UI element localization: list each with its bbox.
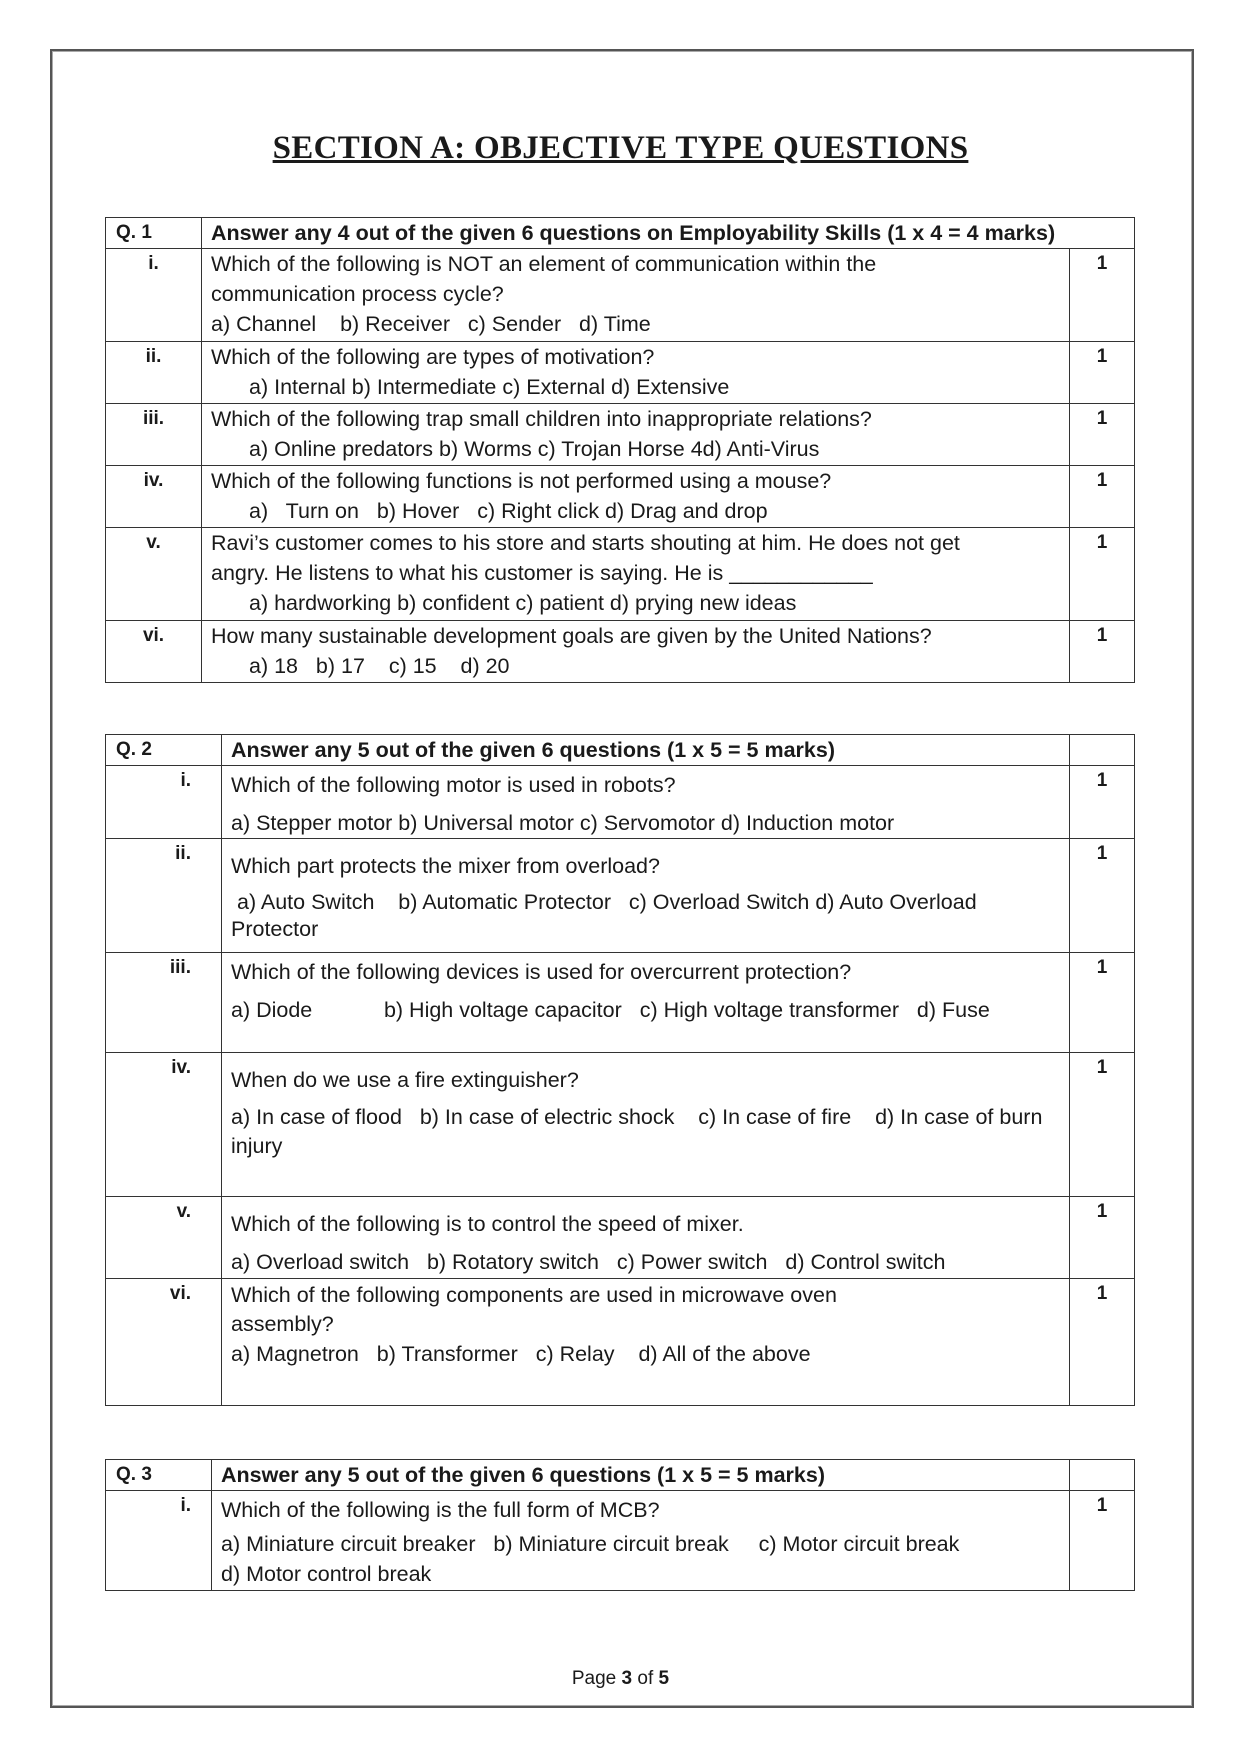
q2-item-number: iii. — [106, 953, 222, 1053]
current-page-number: 3 — [621, 1668, 633, 1689]
options-line: a) Stepper motor b) Universal motor c) Servomotor d) Induction motor — [231, 811, 895, 835]
q3-item-i — [106, 1491, 1135, 1591]
question-line: angry. He listens to what his customer is saying. He is ____________ — [211, 561, 873, 585]
q3-mark-header — [1070, 1460, 1135, 1491]
q2-item-mark: 1 — [1070, 953, 1135, 1053]
q2-item-text — [222, 1197, 1070, 1279]
q3-table — [105, 1459, 1135, 1591]
q1-item-mark: 1 — [1070, 342, 1135, 404]
question-line: Which of the following are types of motivation? — [211, 345, 655, 369]
q2-item-mark: 1 — [1070, 839, 1135, 953]
footer-of: of — [637, 1668, 654, 1689]
q1-item-mark: 1 — [1070, 249, 1135, 342]
q2-table — [105, 734, 1135, 1406]
q1-table — [105, 217, 1135, 683]
q1-item-vi — [106, 621, 1135, 683]
q1-item-i — [106, 249, 1135, 342]
q2-mark-header — [1070, 735, 1135, 766]
q2-item-i — [106, 766, 1135, 839]
options-line: a) Turn on b) Hover c) Right click d) Drag and drop — [249, 499, 768, 523]
q1-item-number: v. — [106, 528, 202, 621]
options-line: a) In case of flood b) In case of electric shock c) In case of fire d) In case of burn injury — [231, 1105, 1049, 1158]
question-line: Which of the following devices is used for overcurrent protection? — [231, 960, 852, 984]
question-line: Which part protects the mixer from overload? — [231, 854, 660, 878]
q2-item-vi — [106, 1279, 1135, 1406]
question-line: Which of the following trap small children into inappropriate relations? — [211, 407, 872, 431]
footer-prefix: Page — [571, 1668, 617, 1689]
q2-item-text — [222, 839, 1070, 953]
q1-item-v — [106, 528, 1135, 621]
q1-item-iii — [106, 404, 1135, 466]
q1-item-mark: 1 — [1070, 466, 1135, 528]
q2-item-number: i. — [106, 766, 222, 839]
q2-item-text — [222, 1053, 1070, 1197]
question-line: Which of the following components are used in microwave oven assembly? — [231, 1283, 837, 1336]
q2-item-v — [106, 1197, 1135, 1279]
q2-item-mark: 1 — [1070, 1053, 1135, 1197]
q2-instruction: Answer any 5 out of the given 6 questions (1 x 5 = 5 marks) — [222, 735, 1070, 766]
options-line: a) Overload switch b) Rotatory switch c) Power switch d) Control switch — [231, 1250, 946, 1274]
options-line: a) 18 b) 17 c) 15 d) 20 — [249, 654, 510, 678]
options-line: a) Online predators b) Worms c) Trojan Horse 4d) Anti-Virus — [249, 437, 820, 461]
q1-item-number: ii. — [106, 342, 202, 404]
q1-item-text — [202, 528, 1070, 621]
q2-item-mark: 1 — [1070, 766, 1135, 839]
q2-item-text — [222, 766, 1070, 839]
q2-item-iv — [106, 1053, 1135, 1197]
q1-item-mark: 1 — [1070, 404, 1135, 466]
q1-item-text — [202, 404, 1070, 466]
q2-number: Q. 2 — [106, 735, 222, 766]
q2-item-number: v. — [106, 1197, 222, 1279]
question-line: Which of the following motor is used in robots? — [231, 773, 676, 797]
q1-item-mark: 1 — [1070, 621, 1135, 683]
q2-item-number: ii. — [106, 839, 222, 953]
q3-item-text — [212, 1491, 1070, 1591]
options-line: a) Miniature circuit breaker b) Miniature circuit break c) Motor circuit break — [221, 1532, 960, 1556]
question-line: Ravi’s customer comes to his store and starts shouting at him. He does not get — [211, 531, 960, 555]
q2-item-mark: 1 — [1070, 1197, 1135, 1279]
q1-item-iv — [106, 466, 1135, 528]
q2-item-mark: 1 — [1070, 1279, 1135, 1406]
question-line: communication process cycle? — [211, 282, 504, 306]
q2-item-text — [222, 1279, 1070, 1406]
options-line: d) Motor control break — [221, 1562, 432, 1586]
q1-header-row — [106, 218, 1135, 249]
q2-item-number: iv. — [106, 1053, 222, 1197]
options-line: a) hardworking b) confident c) patient d) prying new ideas — [249, 591, 797, 615]
q1-item-number: vi. — [106, 621, 202, 683]
q2-item-ii — [106, 839, 1135, 953]
q3-item-mark: 1 — [1070, 1491, 1135, 1591]
q1-item-text — [202, 621, 1070, 683]
options-line: a) Magnetron b) Transformer c) Relay d) All of the above — [231, 1342, 811, 1366]
q2-item-text — [222, 953, 1070, 1053]
q2-header-row — [106, 735, 1135, 766]
q1-item-ii — [106, 342, 1135, 404]
q3-instruction: Answer any 5 out of the given 6 questions (1 x 5 = 5 marks) — [212, 1460, 1070, 1491]
question-line: Which of the following is NOT an element of communication within the — [211, 252, 877, 276]
question-line: Which of the following functions is not performed using a mouse? — [211, 469, 832, 493]
options-line: a) Channel b) Receiver c) Sender d) Time — [211, 312, 651, 336]
q3-number: Q. 3 — [106, 1460, 212, 1491]
q1-item-number: iii. — [106, 404, 202, 466]
q1-number: Q. 1 — [106, 218, 202, 249]
q1-item-number: iv. — [106, 466, 202, 528]
q1-item-number: i. — [106, 249, 202, 342]
options-line: a) Diode b) High voltage capacitor c) High voltage transformer d) Fuse — [231, 998, 990, 1022]
question-line: When do we use a fire extinguisher? — [231, 1068, 579, 1092]
question-line: How many sustainable development goals are given by the United Nations? — [211, 624, 932, 648]
options-line: a) Auto Switch b) Automatic Protector c) Overload Switch d) Auto Overload Protector — [231, 890, 983, 941]
q2-item-number: vi. — [106, 1279, 222, 1406]
q1-item-text — [202, 249, 1070, 342]
q2-item-iii — [106, 953, 1135, 1053]
page-footer — [0, 1668, 1241, 1690]
total-page-number: 5 — [658, 1668, 670, 1689]
options-line: a) Internal b) Intermediate c) External d) Extensive — [249, 375, 730, 399]
q1-item-mark: 1 — [1070, 528, 1135, 621]
q1-item-text — [202, 466, 1070, 528]
q1-item-text — [202, 342, 1070, 404]
q3-item-number: i. — [106, 1491, 212, 1591]
q1-instruction: Answer any 4 out of the given 6 questions on Employability Skills (1 x 4 = 4 marks) — [202, 218, 1135, 249]
question-line: Which of the following is to control the speed of mixer. — [231, 1212, 744, 1236]
q3-header-row — [106, 1460, 1135, 1491]
section-title: SECTION A: OBJECTIVE TYPE QUESTIONS — [272, 130, 969, 166]
question-line: Which of the following is the full form of MCB? — [221, 1498, 660, 1522]
